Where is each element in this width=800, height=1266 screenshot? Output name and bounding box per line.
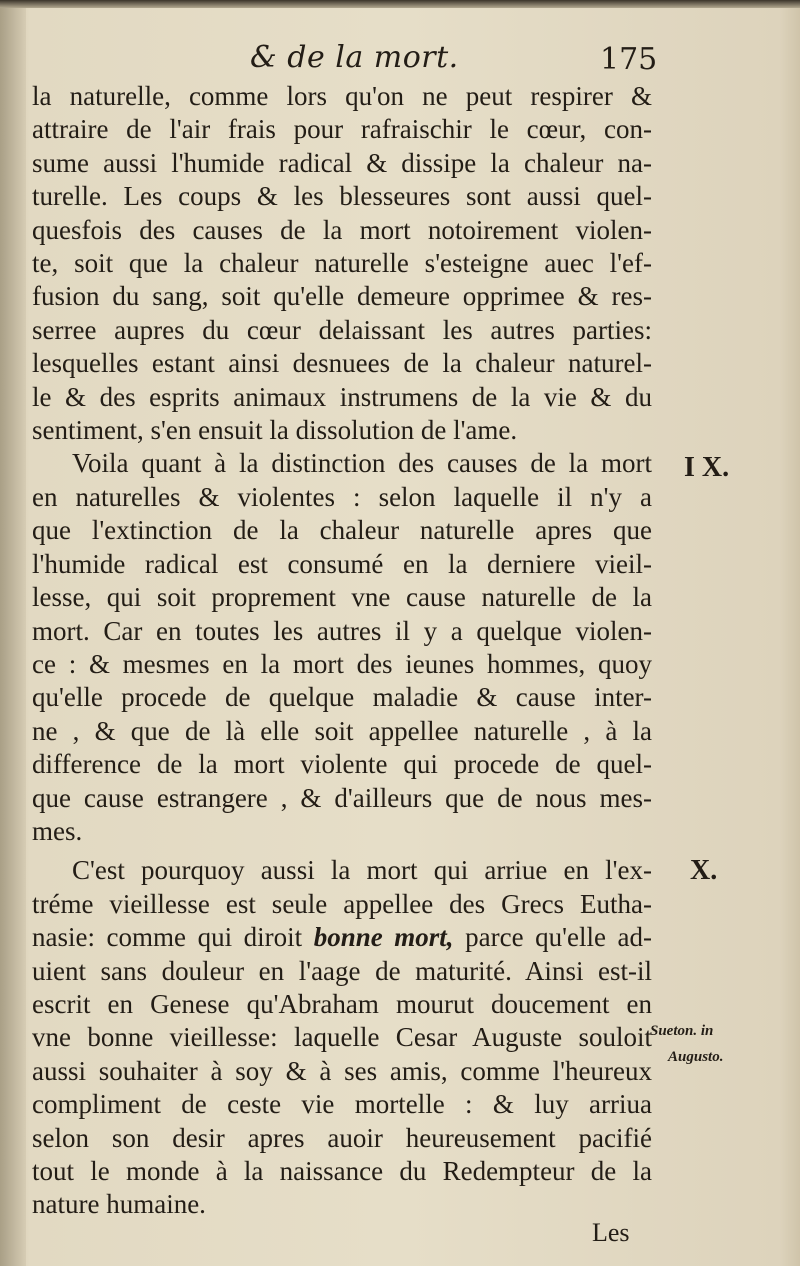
text-line: quesfois des causes de la mort notoirement violen- [32, 214, 652, 245]
text-line: C'est pourquoy aussi la mort qui arriue en l'ex- [72, 855, 652, 886]
text-line: tréme vieillesse est seule appellee des Grecs Eutha- [32, 888, 652, 919]
margin-section-x: X. [690, 855, 718, 886]
text-line: fusion du sang, soit qu'elle demeure opprimee & res- [32, 281, 652, 312]
text-line: que cause estrangere , & d'ailleurs que de nous mes- [32, 782, 652, 813]
page-number: 175 [600, 42, 658, 77]
text-line: aussi souhaiter à soy & à ses amis, comme l'heureux [32, 1055, 652, 1086]
margin-note-line1: Sueton. in [650, 1023, 714, 1039]
italic-phrase: bonne mort, [313, 922, 454, 953]
paragraph-3 [32, 854, 652, 1221]
text-line: l'humide radical est consumé en la derniere vieil- [32, 548, 652, 579]
text-line: lesquelles estant ainsi desnuees de la chaleur naturel- [32, 348, 652, 379]
page-header [0, 40, 800, 80]
paragraph-1 [32, 80, 652, 447]
text-segment: nasie: comme qui diroit [32, 922, 303, 953]
text-segment: parce qu'elle ad- [453, 922, 652, 953]
text-line: ne , & que de là elle soit appellee naturelle , à la [32, 715, 652, 746]
binding-gutter [0, 0, 26, 1266]
margin-section-ix: I X. [684, 452, 730, 483]
catchword: Les [592, 1218, 630, 1247]
main-text [32, 80, 652, 1222]
text-line: lesse, qui soit proprement vne cause naturelle de la [32, 582, 652, 613]
text-line: escrit en Genese qu'Abraham mourut doucement en [32, 988, 652, 1019]
text-line: ce : & mesmes en la mort des ieunes hommes, quoy [32, 648, 652, 679]
text-line: nature humaine. [32, 1189, 206, 1220]
text-line: vne bonne vieillesse: laquelle Cesar Auguste souloit [32, 1022, 652, 1053]
text-line: sume aussi l'humide radical & dissipe la chaleur na- [32, 147, 652, 178]
text-line: te, soit que la chaleur naturelle s'esteigne auec l'ef- [32, 248, 652, 279]
running-title: & de la mort. [250, 40, 459, 75]
text-line: sentiment, s'en ensuit la dissolution de l'ame. [32, 415, 518, 446]
text-line: en naturelles & violentes : selon laquelle il n'y a [32, 481, 652, 512]
text-line: le & des esprits animaux instrumens de la vie & du [32, 381, 652, 412]
text-line: la naturelle, comme lors qu'on ne peut respirer & [32, 81, 652, 111]
text-line-with-italic [32, 921, 652, 954]
text-line: turelle. Les coups & les blesseures sont aussi quel- [32, 181, 652, 212]
paragraph-2 [32, 447, 652, 848]
text-line: attraire de l'air frais pour rafraischir le cœur, con- [32, 114, 652, 145]
text-line: tout le monde à la naissance du Redempteur de la [32, 1156, 652, 1186]
text-line: compliment de ceste vie mortelle : & luy arriua [32, 1089, 652, 1120]
text-line: difference de la mort violente qui procede de quel- [32, 749, 652, 780]
text-line: serree aupres du cœur delaissant les autres parties: [32, 314, 652, 345]
text-line: mort. Car en toutes les autres il y a quelque violen- [32, 615, 652, 646]
margin-note-line2: Augusto. [668, 1049, 724, 1065]
text-line: selon son desir apres auoir heureusement pacifié [32, 1122, 652, 1153]
text-line: mes. [32, 815, 83, 846]
text-line: Voila quant à la distinction des causes de la mort [72, 448, 652, 479]
text-line: que l'extinction de la chaleur naturelle apres que [32, 515, 652, 546]
text-line: uient sans douleur en l'aage de maturité. Ainsi est-il [32, 955, 652, 986]
top-edge [0, 0, 800, 8]
text-line: qu'elle procede de quelque maladie & cause inter- [32, 682, 652, 713]
